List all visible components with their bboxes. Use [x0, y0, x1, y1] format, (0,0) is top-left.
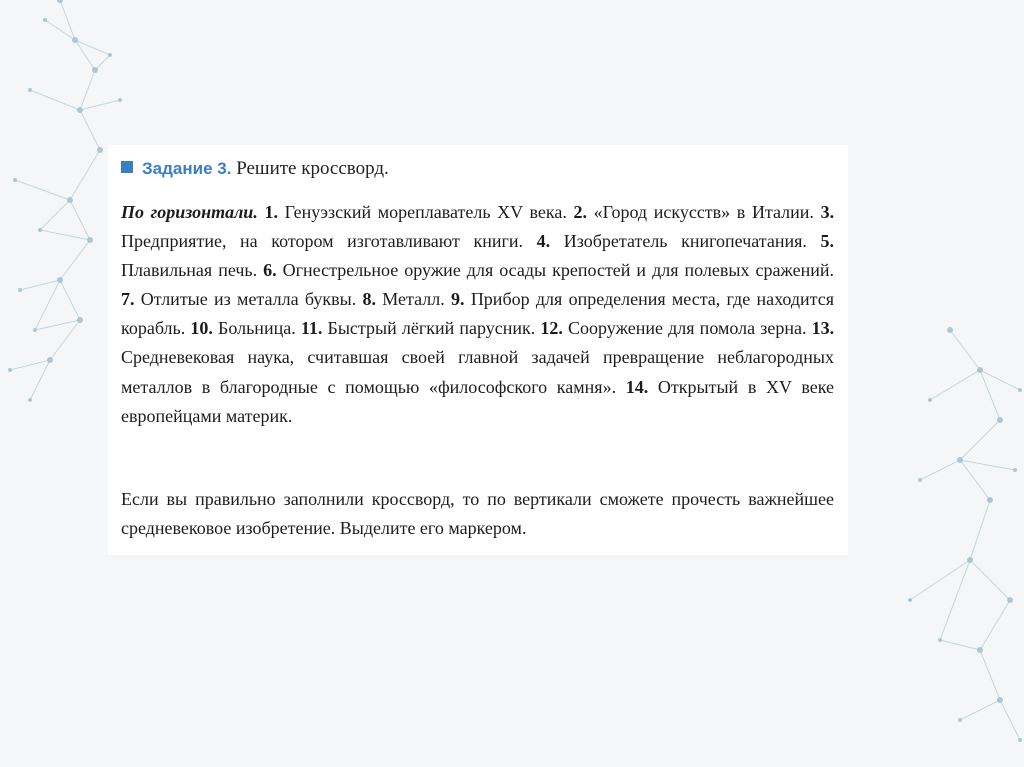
clue-text: Предприятие, на котором изготавливают книги.	[121, 231, 523, 252]
clue-text: Изобретатель книгопечатания.	[563, 231, 807, 252]
clue-number: 12.	[540, 318, 563, 339]
clue-number: 9.	[451, 289, 465, 310]
textbook-excerpt	[108, 145, 848, 555]
task-label: Задание 3.	[142, 159, 232, 178]
clue-number: 1.	[264, 202, 278, 222]
clue-number: 8.	[362, 289, 376, 310]
clue-number: 6.	[263, 260, 277, 281]
clue-number: 3.	[820, 202, 835, 222]
clue-text: Сооружение для помола зерна.	[568, 318, 807, 339]
clue-number: 11.	[300, 318, 323, 339]
clue-text: Огнестрельное оружие для осады крепостей и для полевых сражений.	[282, 260, 835, 281]
clue-number: 13.	[811, 318, 835, 339]
clue-text: Открытый в XV веке европейцами материк.	[121, 376, 834, 426]
task-title	[121, 158, 389, 180]
clue-text: «Город искусств» в Италии.	[593, 202, 814, 222]
bullet-square-icon	[121, 161, 133, 173]
clue-number: 4.	[536, 231, 551, 252]
clue-text: Металл.	[382, 289, 445, 310]
clue-number: 10.	[190, 318, 213, 339]
clue-number: 14.	[625, 376, 649, 397]
clue-number: 5.	[820, 231, 835, 252]
clue-text: Прибор для определения места, где находится корабль.	[121, 289, 835, 339]
clue-text: Больница.	[218, 318, 296, 339]
clue-text: Генуэзский мореплаватель XV века.	[284, 202, 567, 222]
clue-text: Отлитые из металла буквы.	[140, 289, 357, 310]
footer-instruction: Если вы правильно заполнили кроссворд, то по вертикали сможете прочесть важнейшее средневековое изобретение. Выделите его маркером.	[121, 489, 834, 539]
task-text: Решите кроссворд.	[236, 158, 389, 179]
clue-text: Быстрый лёгкий парусник.	[327, 318, 536, 339]
clue-text: Плавильная печь.	[121, 260, 258, 281]
horizontal-label: По горизонтали.	[121, 202, 258, 222]
clue-number: 2.	[573, 202, 587, 222]
clue-number: 7.	[121, 289, 135, 310]
clue-text: Средневековая наука, считавшая своей главной задачей превращение неблагородных металлов в благородные с помощью «философского камня».	[121, 347, 834, 397]
horizontal-clues	[121, 198, 834, 431]
